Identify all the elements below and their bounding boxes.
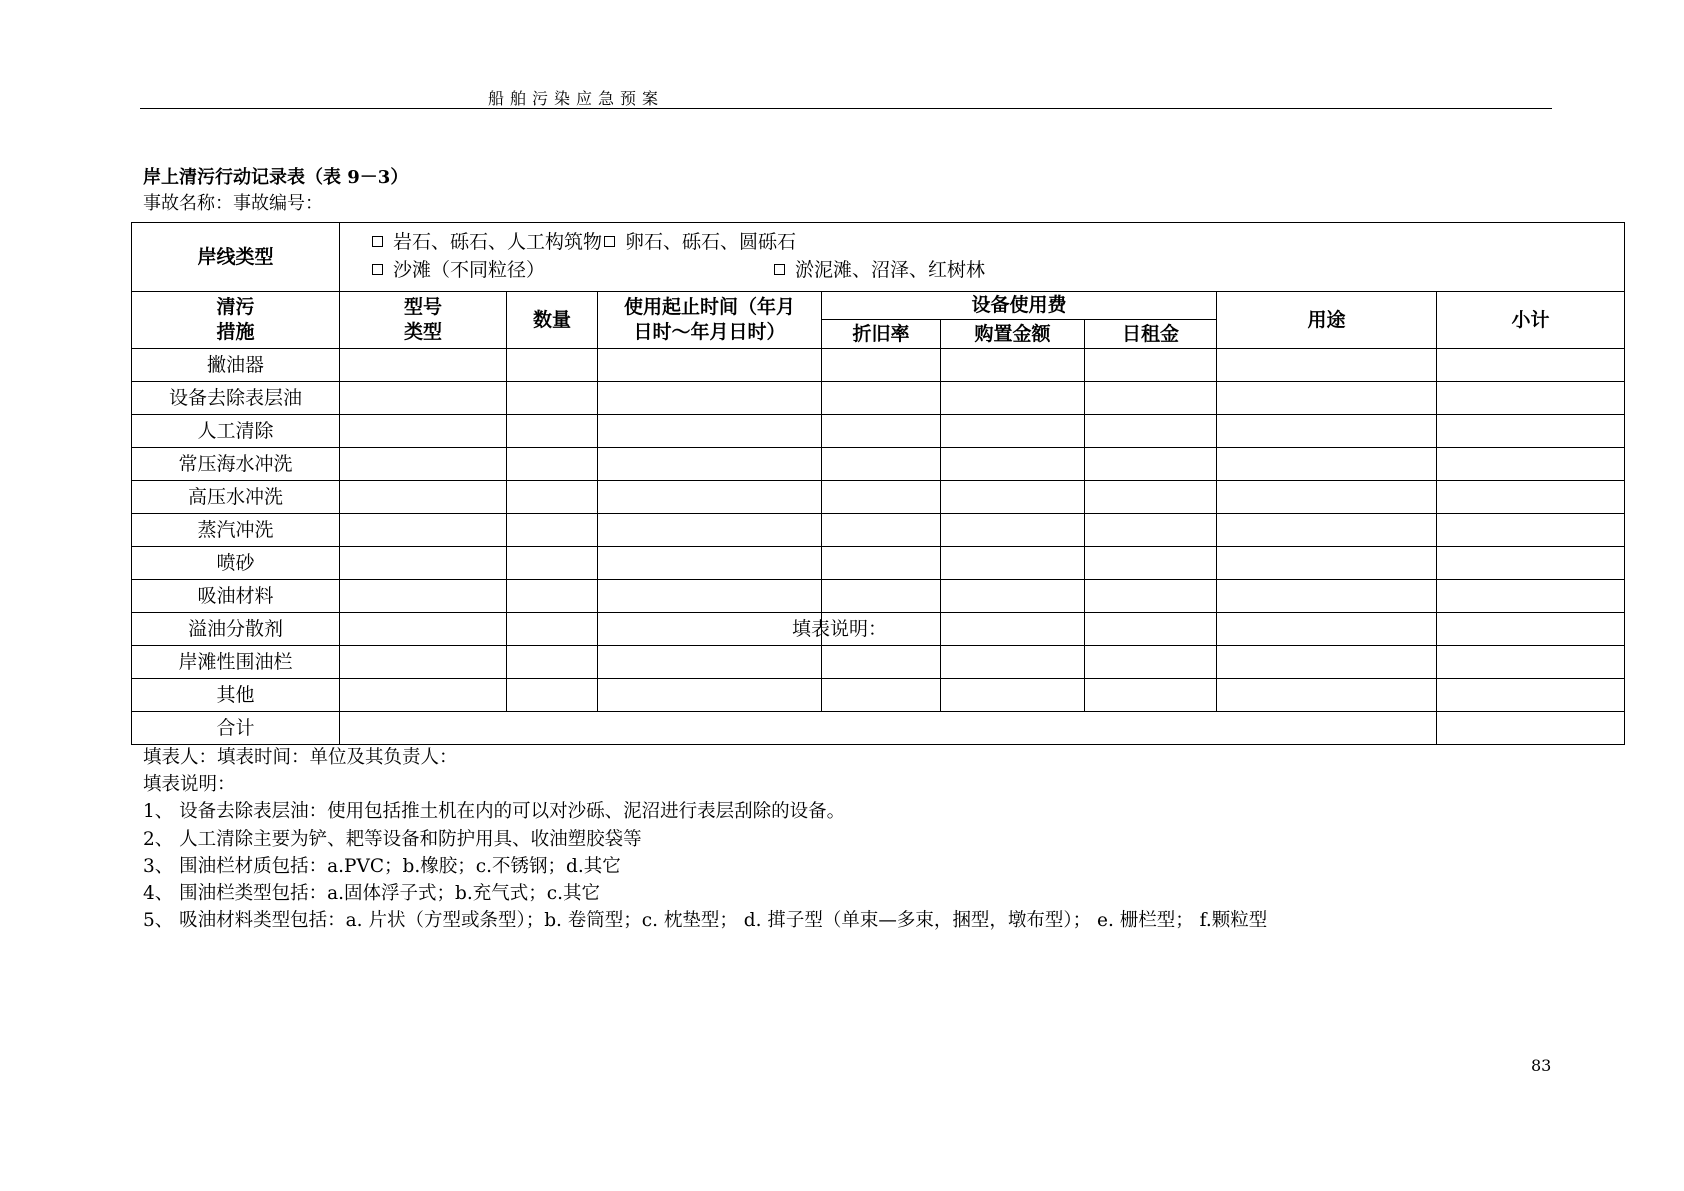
cell-purpose[interactable] — [1217, 481, 1437, 514]
note-item: 5、 吸油材料类型包括：a. 片状（方型或条型）；b. 卷筒型；c. 枕垫型； d. 搑子型（单束—多束，捆型，墩布型）； e. 栅栏型； f.颗粒型 — [143, 910, 1268, 932]
cell-purchase-amount[interactable] — [941, 349, 1085, 382]
col-header-measure: 清污 措施 — [132, 292, 340, 349]
cell-depreciation[interactable] — [822, 382, 941, 415]
cell-time[interactable] — [598, 481, 822, 514]
cell-subtotal[interactable] — [1437, 349, 1625, 382]
shoreline-type-label: 岸线类型 — [132, 223, 340, 292]
cell-purpose[interactable] — [1217, 679, 1437, 712]
cell-purpose[interactable] — [1217, 547, 1437, 580]
cell-model[interactable] — [340, 580, 507, 613]
cell-depreciation[interactable] — [822, 646, 941, 679]
col-header-subtotal: 小计 — [1437, 292, 1625, 349]
cell-daily-rent[interactable] — [1085, 349, 1217, 382]
shoreline-option-sand[interactable]: 沙滩（不同粒径） — [372, 257, 774, 285]
col-header-time: 使用起止时间（年月 日时～年月日时） — [598, 292, 822, 349]
cell-model[interactable] — [340, 349, 507, 382]
note-item: 3、 围油栏材质包括：a.PVC；b.橡胶；c.不锈钢；d.其它 — [143, 855, 621, 877]
cell-purpose[interactable] — [1217, 514, 1437, 547]
table-row — [132, 382, 1625, 415]
cell-quantity[interactable] — [507, 448, 598, 481]
cleanup-record-table — [131, 222, 1625, 745]
cell-purchase-amount[interactable] — [941, 646, 1085, 679]
cell-subtotal[interactable] — [1437, 679, 1625, 712]
cell-purpose[interactable] — [1217, 349, 1437, 382]
cell-depreciation[interactable] — [822, 349, 941, 382]
cell-subtotal[interactable] — [1437, 613, 1625, 646]
table-row — [132, 580, 1625, 613]
cell-quantity[interactable] — [507, 679, 598, 712]
cell-quantity[interactable] — [507, 580, 598, 613]
cell-quantity[interactable] — [507, 514, 598, 547]
cell-subtotal[interactable] — [1437, 448, 1625, 481]
row-label: 撇油器 — [132, 349, 340, 382]
cell-time[interactable] — [598, 679, 822, 712]
cell-purchase-amount[interactable] — [941, 415, 1085, 448]
notes-title: 填表说明： — [143, 774, 236, 796]
cell-depreciation[interactable] — [822, 580, 941, 613]
cell-time[interactable] — [598, 613, 822, 646]
cell-model[interactable] — [340, 679, 507, 712]
row-label: 设备去除表层油 — [132, 382, 340, 415]
cell-daily-rent[interactable] — [1085, 580, 1217, 613]
total-row-amount-cell[interactable] — [340, 712, 1437, 745]
cell-daily-rent[interactable] — [1085, 415, 1217, 448]
cell-subtotal[interactable] — [1437, 382, 1625, 415]
cell-purchase-amount[interactable] — [941, 613, 1085, 646]
document-header-title: 船舶污染应急预案 — [488, 89, 665, 108]
note-item: 2、 人工清除主要为铲、耙等设备和防护用具、收油塑胶袋等 — [143, 828, 642, 850]
row-label: 吸油材料 — [132, 580, 340, 613]
row-label: 人工清除 — [132, 415, 340, 448]
cell-purpose[interactable] — [1217, 580, 1437, 613]
cell-daily-rent[interactable] — [1085, 646, 1217, 679]
row-label: 喷砂 — [132, 547, 340, 580]
note-item: 1、 设备去除表层油：使用包括推土机在内的可以对沙砾、泥沼进行表层刮除的设备。 — [143, 801, 846, 823]
cell-model[interactable] — [340, 514, 507, 547]
col-header-purchase-amount: 购置金额 — [941, 320, 1085, 349]
cell-time[interactable] — [598, 448, 822, 481]
cell-quantity[interactable] — [507, 481, 598, 514]
cell-subtotal[interactable] — [1437, 415, 1625, 448]
table-row — [132, 448, 1625, 481]
row-label: 其他 — [132, 679, 340, 712]
table-row — [132, 547, 1625, 580]
cell-subtotal[interactable] — [1437, 481, 1625, 514]
cell-daily-rent[interactable] — [1085, 613, 1217, 646]
cell-depreciation[interactable] — [822, 547, 941, 580]
cell-depreciation[interactable] — [822, 679, 941, 712]
col-header-quantity: 数量 — [507, 292, 598, 349]
cell-subtotal[interactable] — [1437, 646, 1625, 679]
table-row — [132, 679, 1625, 712]
table-row — [132, 415, 1625, 448]
cell-depreciation[interactable] — [822, 415, 941, 448]
row-label: 岸滩性围油栏 — [132, 646, 340, 679]
col-header-depreciation: 折旧率 — [822, 320, 941, 349]
cell-depreciation[interactable] — [822, 514, 941, 547]
cell-quantity[interactable] — [507, 415, 598, 448]
cell-quantity[interactable] — [507, 547, 598, 580]
col-header-equipment-fee: 设备使用费 — [822, 292, 1217, 320]
row-label: 常压海水冲洗 — [132, 448, 340, 481]
row-label: 溢油分散剂 — [132, 613, 340, 646]
footer-notes — [143, 744, 1267, 934]
cell-depreciation[interactable] — [822, 448, 941, 481]
shoreline-options — [340, 223, 1625, 292]
cell-subtotal[interactable] — [1437, 580, 1625, 613]
cell-quantity[interactable] — [507, 646, 598, 679]
col-header-daily-rent: 日租金 — [1085, 320, 1217, 349]
cell-model[interactable] — [340, 481, 507, 514]
cell-purchase-amount[interactable] — [941, 448, 1085, 481]
signature-line: 填表人：填表时间：单位及其负责人： — [143, 747, 458, 768]
header-rule — [140, 108, 1552, 109]
cell-time[interactable] — [598, 514, 822, 547]
col-header-purpose: 用途 — [1217, 292, 1437, 349]
checkbox-icon[interactable] — [372, 264, 383, 275]
shoreline-option-mudflat[interactable]: 淤泥滩、沼泽、红树林 — [774, 257, 985, 285]
cell-time[interactable] — [598, 646, 822, 679]
total-row-label: 合计 — [132, 712, 340, 745]
cell-quantity[interactable] — [507, 382, 598, 415]
cell-daily-rent[interactable] — [1085, 382, 1217, 415]
cell-time[interactable] — [598, 415, 822, 448]
col-header-model: 型号 类型 — [340, 292, 507, 349]
cell-quantity[interactable] — [507, 613, 598, 646]
page-number: 83 — [1531, 1056, 1552, 1075]
note-item: 4、 围油栏类型包括：a.固体浮子式；b.充气式；c.其它 — [143, 883, 601, 905]
cell-depreciation[interactable] — [822, 481, 941, 514]
cell-purpose[interactable] — [1217, 415, 1437, 448]
cell-model[interactable] — [340, 646, 507, 679]
checkbox-icon[interactable] — [774, 264, 785, 275]
cell-purpose[interactable] — [1217, 613, 1437, 646]
checkbox-icon[interactable] — [372, 236, 383, 247]
cell-quantity[interactable] — [507, 349, 598, 382]
cell-model[interactable] — [340, 415, 507, 448]
cell-model[interactable] — [340, 448, 507, 481]
cell-daily-rent[interactable] — [1085, 679, 1217, 712]
cell-time[interactable] — [598, 580, 822, 613]
cell-purchase-amount[interactable] — [941, 547, 1085, 580]
cell-daily-rent[interactable] — [1085, 448, 1217, 481]
total-row-subtotal-cell[interactable] — [1437, 712, 1625, 745]
cell-purchase-amount[interactable] — [941, 580, 1085, 613]
cell-model[interactable] — [340, 613, 507, 646]
cell-daily-rent[interactable] — [1085, 514, 1217, 547]
cell-purchase-amount[interactable] — [941, 382, 1085, 415]
cell-purpose[interactable] — [1217, 448, 1437, 481]
shoreline-option-pebble[interactable]: 卵石、砾石、圆砾石 — [602, 229, 796, 257]
cell-daily-rent[interactable] — [1085, 547, 1217, 580]
cell-purchase-amount[interactable] — [941, 679, 1085, 712]
cell-model[interactable] — [340, 382, 507, 415]
cell-model[interactable] — [340, 547, 507, 580]
table-row — [132, 349, 1625, 382]
cell-daily-rent[interactable] — [1085, 481, 1217, 514]
cell-purchase-amount[interactable] — [941, 514, 1085, 547]
form-title: 岸上清污行动记录表（表 9－3） — [143, 167, 409, 188]
table-row — [132, 514, 1625, 547]
table-overlay-note: 填表说明： — [792, 618, 888, 640]
cell-time[interactable] — [598, 547, 822, 580]
incident-info-line: 事故名称：事故编号： — [143, 193, 323, 214]
cell-subtotal[interactable] — [1437, 514, 1625, 547]
cell-time[interactable] — [598, 382, 822, 415]
checkbox-icon[interactable] — [604, 236, 615, 247]
cell-purpose[interactable] — [1217, 382, 1437, 415]
cell-purpose[interactable] — [1217, 646, 1437, 679]
row-label: 高压水冲洗 — [132, 481, 340, 514]
cell-time[interactable] — [598, 349, 822, 382]
row-label: 蒸汽冲洗 — [132, 514, 340, 547]
cell-subtotal[interactable] — [1437, 547, 1625, 580]
shoreline-option-rock[interactable]: 岩石、砾石、人工构筑物 — [372, 229, 602, 257]
table-row — [132, 646, 1625, 679]
table-row — [132, 481, 1625, 514]
cell-purchase-amount[interactable] — [941, 481, 1085, 514]
